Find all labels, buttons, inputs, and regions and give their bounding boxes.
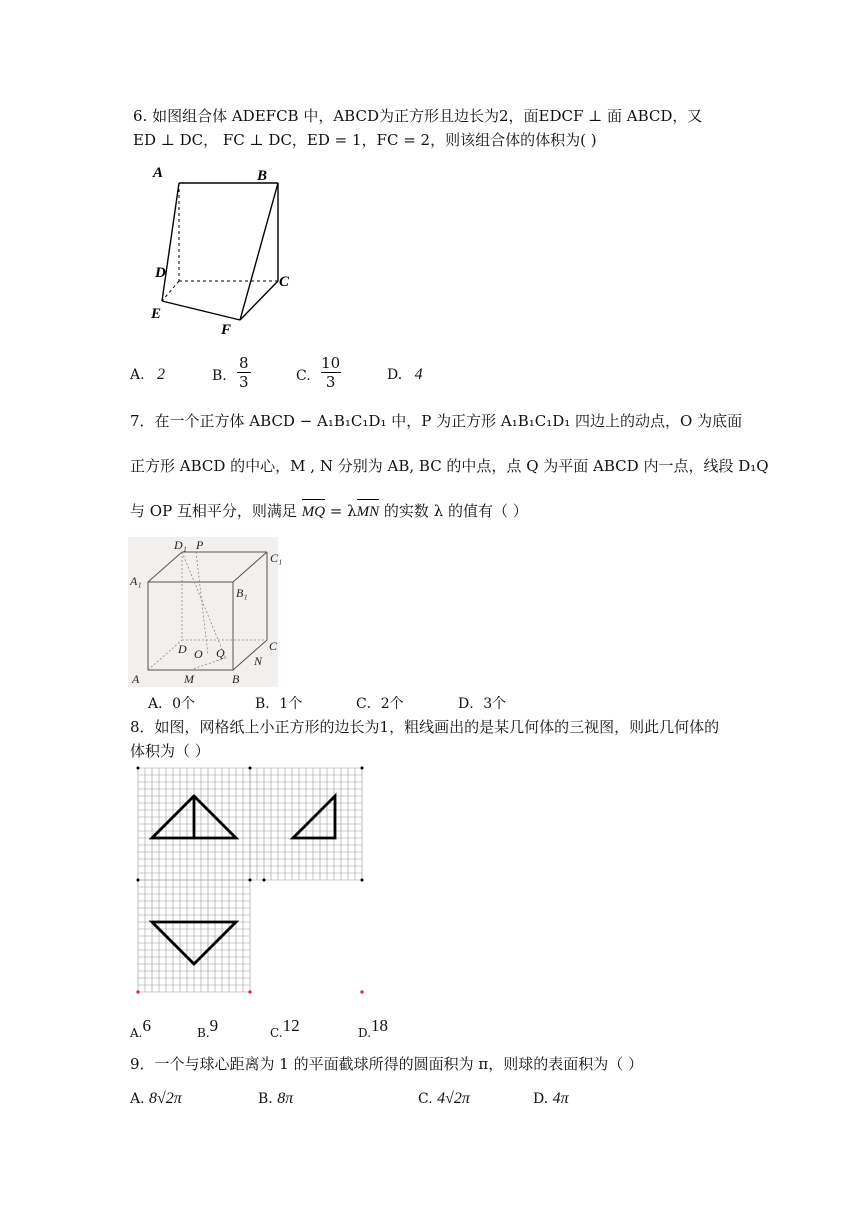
q6-option-b-fraction: [237, 354, 251, 391]
q6-option-b-denominator: 3: [238, 373, 249, 391]
q7-option-c[interactable]: C．2个: [356, 696, 404, 712]
q8-red-dot: [248, 990, 251, 993]
q6-option-b-letter: B.: [212, 367, 227, 384]
q6-option-b-numerator: 8: [238, 354, 249, 372]
q7-line1: 7．在一个正方体 ABCD − A₁B₁C₁D₁ 中，P 为正方形 A₁B₁C₁D₁ 四边上的动点，O 为底面: [130, 412, 743, 430]
q9-option-c-value: 4√2π: [437, 1090, 470, 1107]
q7-line3: [130, 501, 528, 522]
q6-label-c: C: [279, 274, 290, 290]
q7-label-a1: A₁: [130, 574, 142, 588]
q8-corner-dot: [361, 767, 364, 770]
q7-line2: 正方形 ABCD 的中心，M , N 分别为 AB, BC 的中点，点 Q 为平面 ABCD 内一点，线段 D₁Q: [130, 457, 769, 475]
q9-option-d-value: 4π: [552, 1090, 569, 1107]
q8-corner-dot: [137, 879, 140, 882]
q6-label-e: E: [151, 306, 162, 322]
q7-vector-mq-label: MQ: [301, 504, 326, 520]
q6-label-f: F: [221, 322, 232, 338]
q9-option-c-letter: C.: [418, 1091, 433, 1107]
q8-line2: 体积为（ ）: [130, 742, 210, 760]
q8-option-c-value: 12: [282, 1016, 300, 1035]
q6-option-d-value: 4: [414, 366, 423, 383]
q7-label-c1: C₁: [270, 551, 283, 565]
q6-option-c-denominator: 3: [325, 373, 336, 391]
q8-corner-dot: [361, 879, 364, 882]
q6-option-c-letter: C.: [296, 367, 311, 384]
q8-option-d-letter: D.: [358, 1026, 372, 1040]
q7-label-m: M: [184, 672, 194, 686]
q7-option-a[interactable]: A．0个: [148, 696, 196, 712]
q8-line1: 8．如图，网格纸上小正方形的边长为1，粗线画出的是某几何体的三视图，则此几何体的: [130, 718, 720, 736]
q7-label-c: C: [269, 639, 278, 653]
q7-vector-mn-arrow: [357, 499, 380, 500]
q8-option-b-letter: B.: [197, 1026, 210, 1040]
q6-option-d-letter: D.: [387, 367, 403, 383]
q8-corner-dot: [249, 767, 252, 770]
q9-option-c[interactable]: [418, 1090, 470, 1108]
q9-option-b-letter: B.: [258, 1091, 273, 1107]
q7-vector-mq-arrow: [302, 499, 325, 500]
q6-edge-ae: [162, 183, 179, 301]
q8-option-a-value: 6: [142, 1016, 151, 1035]
q6-option-a-value: 2: [157, 366, 166, 383]
q7-label-b: B: [232, 672, 240, 686]
q6-option-c[interactable]: [296, 354, 341, 391]
q8-option-d[interactable]: [358, 1016, 389, 1040]
q8-option-d-value: 18: [371, 1016, 389, 1035]
q7-equals: = λ: [325, 502, 357, 520]
q7-option-b[interactable]: B．1个: [255, 696, 303, 712]
q7-vector-mq: [302, 501, 325, 522]
q7-label-p: P: [196, 538, 204, 552]
q6-label-d: D: [155, 265, 166, 281]
q7-line3-pre: 与 OP 互相平分，则满足: [130, 502, 302, 520]
q9-option-a[interactable]: [130, 1090, 182, 1108]
q7-label-o: O: [194, 647, 203, 661]
q8-option-b[interactable]: [197, 1016, 219, 1040]
q8-option-b-value: 9: [209, 1016, 219, 1035]
q7-option-d[interactable]: D．3个: [458, 696, 507, 712]
q8-option-c-letter: C.: [270, 1026, 283, 1040]
q6-option-b[interactable]: [212, 354, 251, 391]
q8-three-view-figure: [133, 765, 373, 1000]
q8-option-a-letter: A.: [130, 1026, 143, 1040]
q6-option-c-fraction: [321, 354, 341, 391]
q6-edge-bf: [240, 183, 278, 320]
q7-vector-mn: [357, 501, 380, 522]
q6-label-a: A: [153, 165, 164, 181]
q7-figure: [128, 537, 283, 687]
q7-label-b1: B₁: [236, 586, 248, 600]
q6-option-c-numerator: 10: [321, 354, 341, 372]
q7-line3-post: 的实数 λ 的值有（ ）: [379, 502, 528, 520]
q7-vector-mn-label: MN: [356, 504, 380, 520]
q6-option-d[interactable]: [387, 366, 423, 384]
q6-line1: 6. 如图组合体 ADEFCB 中，ABCD为正方形且边长为2，面EDCF ⊥ 面 ABCD，又: [133, 107, 703, 125]
q7-label-d: D: [178, 642, 187, 656]
q9-option-b-value: 8π: [277, 1090, 294, 1107]
q7-label-q: Q: [216, 646, 225, 660]
q6-figure: [140, 160, 310, 340]
q6-line2: ED ⊥ DC， FC ⊥ DC，ED = 1，FC = 2，则该组合体的体积为( ): [133, 131, 597, 149]
q8-corner-dot: [263, 879, 266, 882]
q9-option-a-letter: A.: [130, 1091, 145, 1107]
q6-edge-ef: [162, 301, 240, 320]
q7-label-d1: D₁: [174, 538, 187, 552]
q8-corner-dot: [137, 767, 140, 770]
q6-option-a-letter: A.: [130, 367, 145, 383]
q6-label-b: B: [257, 168, 268, 184]
q7-label-n: N: [254, 654, 263, 668]
q9-option-d[interactable]: [533, 1090, 569, 1108]
q9-option-a-value: 8√2π: [149, 1090, 182, 1107]
q8-red-dot: [360, 990, 363, 993]
q9-option-d-letter: D.: [533, 1091, 549, 1107]
q8-option-a[interactable]: [130, 1016, 151, 1040]
q8-red-dot: [136, 990, 139, 993]
q9-option-b[interactable]: [258, 1090, 293, 1108]
q7-label-a: A: [132, 672, 140, 686]
q9-line1: 9．一个与球心距离为 1 的平面截球所得的圆面积为 π，则球的表面积为（ ）: [130, 1055, 644, 1073]
q8-corner-dot: [249, 879, 252, 882]
q6-option-a[interactable]: [130, 366, 165, 384]
q8-option-c[interactable]: [270, 1016, 300, 1040]
